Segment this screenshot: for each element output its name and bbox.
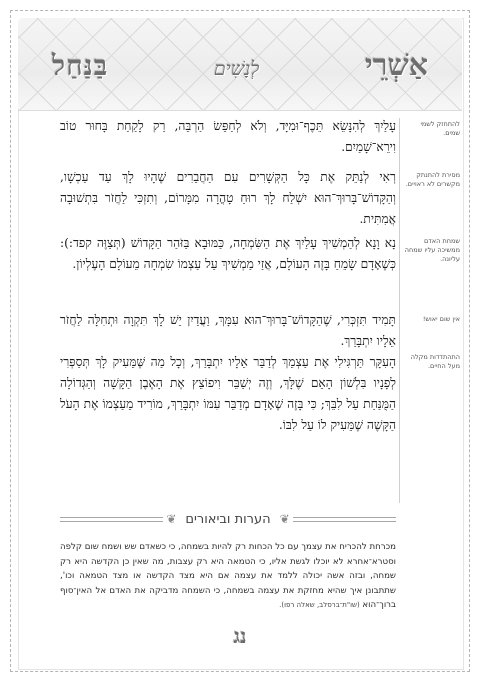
notes-section-header [60, 508, 396, 530]
book-title-left: בַּנַּחַל [52, 49, 109, 82]
ornament-icon: ❦ [279, 512, 290, 526]
paragraph-4: תָּמִיד תִּזְכְּרִי, שֶׁהַקָּדוֹשׁ־בָּרוּךְ־הוּא עִמָּךְ, וַעֲדַיִן יֵשׁ לָךְ תִּקְוָה וּתְחִלָּה לַחֲזֹר אֵלָיו יִתְבָּרַךְ. [60, 313, 396, 348]
page-number: נג [233, 624, 247, 648]
side-note-5: התהתדדות מקלה מעל החיים. [410, 353, 460, 370]
notes-text: מכרחת להכריח את עצמך עם כל הכחות רק להיות בשמחה, כי כשאדם שש ושמח שום קלפה וסטרא־אחרא לא יוכלו לגשת אליו, כי הטמאה היא רק עצבות, מה שאין כן הקדשה היא רק שמחה, ובזה אשה יכולה ללמד את עצמה אם היא מצד הקדשה או מצד הטמאה וכו', שתתבונן איך שהיא מחזקת את עצמה בשמחה, כי השמחה מדביקה את האדם אל האין־סוף ברוך־הוא [60, 542, 396, 610]
side-note-3: שמחת האדם ממשיכה עליו שמחה עליונה. [404, 237, 460, 263]
side-note-1: להתחזק לשמי שמים. [420, 120, 460, 137]
side-note-4: אין שום יאוש! [422, 315, 460, 323]
section-rule-left [60, 517, 163, 522]
notes-source: (שו"ת־ברסלב, שאלה רפו). [279, 601, 360, 609]
side-note-2: מסירת להתנתק מקשרים לא ראויים. [405, 171, 460, 188]
margin-divider [399, 118, 400, 503]
notes-section-title: הערות וביאורים [185, 511, 271, 527]
page-header [18, 18, 462, 111]
header-title-row [18, 48, 462, 83]
book-title-right: אַשְׁרֵי [364, 48, 428, 83]
ornament-icon: ❦ [166, 512, 177, 526]
paragraph-5: הָעִקָּר תַּרְגִּילִי אֶת עַצְמֵךְ לְדַבֵּר אֵלָיו יִתְבָּרַךְ, וְכָל מַה שֶּׁמֵּעִיק לָךְ תְּסַפְּרִי לְפָנָיו בִּלְשׁוֹן הָאֵם שֶׁלָּךְ, וְזֶה יְשַׁבֵּר וִיפוֹצֵץ אֶת הָאֶבֶן הַקָּשָׁה וְהַגְּדוֹלָה הַמֻּנַּחַת עַל לִבֵּךְ; כִּי בָּזֶה שֶׁאָדָם מְדַבֵּר עִמּוֹ יִתְבָּרַךְ, מוֹרִיד מֵעַצְמוֹ אֶת הָעֹל הַקָּשֶׁה שֶׁמֵּעִיק לוֹ עַל לִבּוֹ. [60, 355, 396, 432]
section-rule-right [293, 517, 396, 522]
paragraph-1: עָלַיִךְ לְהִנָּשֵׂא תֵּכֶף־וּמִיָּד, וְלֹא לְחַפֵּשׂ הַרְבֵּה, רַק לָקַחַת בָּחוּר טוֹב וִירֵא־שָׁמַיִם. [60, 119, 396, 154]
notes-body [60, 540, 396, 613]
paragraph-2: רְאִי לְנַתֵּק אֶת כָּל הַקְּשָׁרִים עִם הַחֲבֵרִים שֶׁהָיוּ לָךְ עַד עַכְשָׁו, וְהַקָּדוֹשׁ־בָּרוּךְ־הוּא יִשְׁלַח לָךְ רוּחַ טָהֳרָה מִמָּרוֹם, וְתִזְכִּי לַחֲזֹר בִּתְשׁוּבָה אֲמִתִּית. [60, 170, 396, 226]
paragraph-3: נָא וָנָא לְהַמְשִׁיךְ עָלַיִךְ אֶת הַשִּׂמְחָה, כַּמּוּבָא בַּזֹּהַר הַקָּדוֹשׁ (תְּצַוֶּה קפד:): כְּשֶׁאָדָם שָׂמֵחַ בָּזֶה הָעוֹלָם, אֲזַי מַמְשִׁיךְ עַל עַצְמוֹ שִׂמְחָה מֵעוֹלָם הָעֶלְיוֹן. [60, 236, 396, 271]
book-subtitle: לְנָשִׁים [213, 58, 260, 80]
